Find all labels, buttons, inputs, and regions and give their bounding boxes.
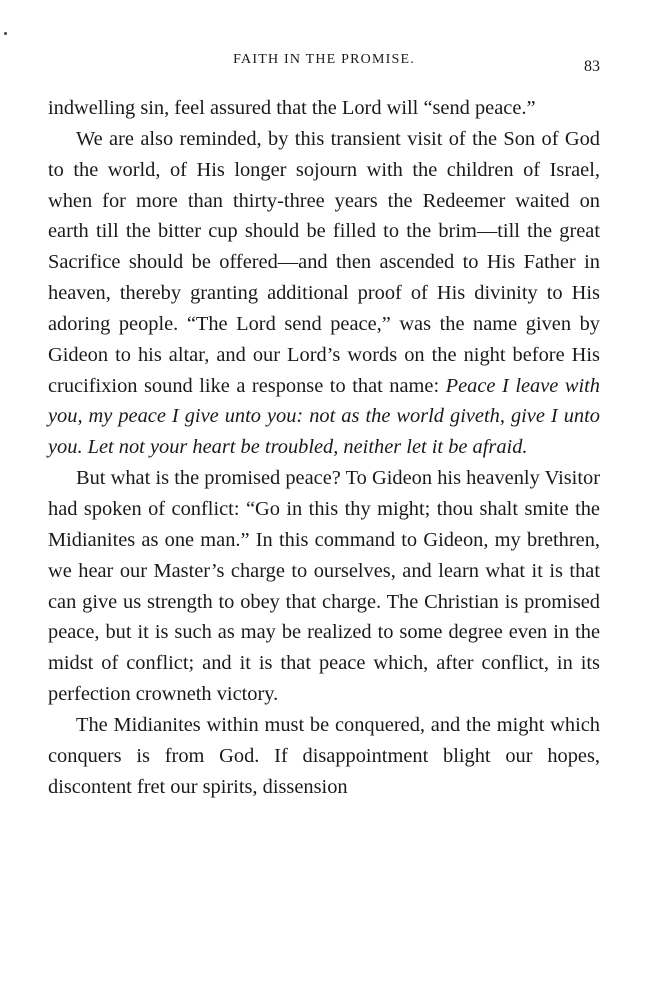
body-text [48, 93, 600, 802]
text-span: indwelling sin, feel assured that the Lord will “send peace.” [48, 97, 536, 119]
italic-quotation: Peace I leave with you, my peace I give unto you: not as the world giveth, give I unto you. Let not your heart be troubled, neither let it be afraid. [48, 374, 600, 459]
page-header [48, 50, 600, 74]
running-title: FAITH IN THE PROMISE. [233, 52, 415, 67]
page-number: 83 [584, 58, 600, 75]
text-span: The Midianites within must be conquered, and the might which conquers is from God. If disappointment blight our hopes, discontent fret our spirits, dissension [48, 713, 600, 798]
paragraph [48, 124, 600, 463]
paragraph-continued [48, 93, 600, 124]
margin-speck [4, 32, 7, 35]
paragraph [48, 463, 600, 710]
text-span: We are also reminded, by this transient visit of the Son of God to the world, of His longer sojourn with the children of Israel, when for more than thirty-three years the Redeemer waited on earth till the bitter cup should be filled to the brim—till the great Sacrifice should be offered—and then ascended to His Father in heaven, thereby granting additional proof of His divinity to His adoring people. “The Lord send peace,” was the name given by Gideon to his altar, and our Lord’s words on the night before His crucifixion sound like a response to that name: [48, 127, 600, 397]
paragraph [48, 710, 600, 803]
text-span: But what is the promised peace? To Gideon his heavenly Visitor had spoken of conflict: “Go in this thy might; thou shalt smite the Midianites as one man.” In this command to Gideon, my brethren, we hear our Master’s charge to ourselves, and learn what it is that can give us strength to obey that charge. The Christian is promised peace, but it is such as may be realized to some degree even in the midst of conflict; and it is that peace which, after conflict, in its perfection crowneth victory. [48, 467, 600, 706]
